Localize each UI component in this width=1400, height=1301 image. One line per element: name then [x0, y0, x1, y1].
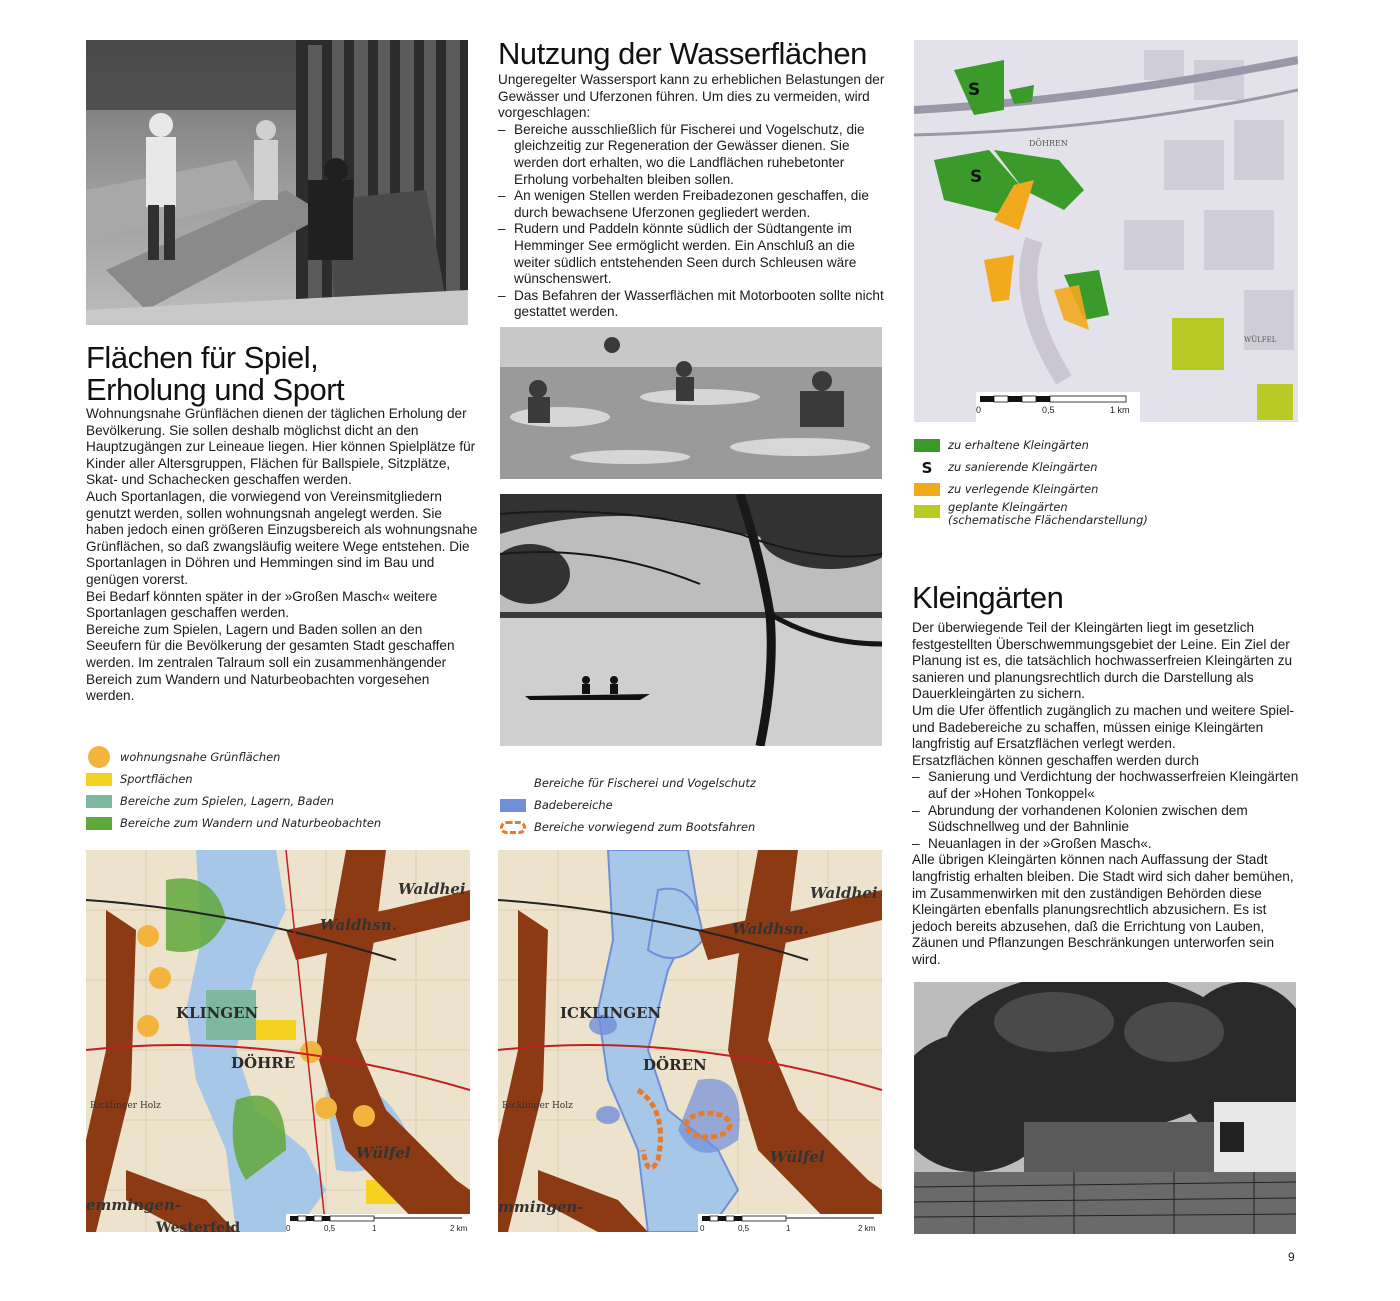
scale-label: 1 — [786, 1224, 791, 1232]
photo-canoe-silhouette — [500, 494, 882, 746]
left-body-text — [86, 406, 478, 705]
paragraph: Um die Ufer öffentlich zugänglich zu machen und weitere Spiel- und Badebereiche zu schaffen, müssen einige Kleingärten langfristig auf Ersatzflächen verlegt werden. — [912, 702, 1295, 752]
scale-label: 2 km — [450, 1224, 468, 1232]
legend-swatch — [500, 777, 526, 790]
title-line-2: Erholung und Sport — [86, 372, 345, 407]
legend-swatch — [86, 773, 112, 786]
scale-label: 0,5 — [738, 1224, 750, 1232]
map-label-waldheim: Waldhei — [398, 880, 466, 898]
ersatzflaechen-list — [912, 769, 1302, 852]
section-title-wasserflaechen: Nutzung der Wasserflächen — [498, 36, 867, 71]
map-label-doehren: DÖHREN — [1029, 139, 1068, 148]
section-title-kleingaerten: Kleingärten — [912, 580, 1064, 615]
map-kleingaerten — [914, 40, 1298, 422]
title-line-1: Flächen für Spiel, — [86, 340, 319, 375]
paragraph: Wohnungsnahe Grünflächen dienen der täglichen Erholung der Bevölkerung. Sie sollen deshalb möglichst dicht an den Hauptzugängen zur Leineaue liegen. Hier können Spielplätze für Kinder aller Altersgruppen, Flächen für Ballspiele, Sitzplätze, Skat- und Schachecken geschaffen werden. — [86, 406, 476, 488]
legend-item — [86, 814, 466, 836]
legend-swatch — [914, 439, 940, 452]
map-label-wuelfel: WÜLFEL — [1244, 336, 1277, 344]
scale-label: 2 km — [858, 1224, 876, 1232]
legend-item — [914, 480, 1294, 502]
legend-freizeit — [86, 748, 466, 836]
legend-swatch — [86, 817, 112, 830]
photo-children-playground — [86, 40, 468, 325]
legend-label: zu sanierende Kleingärten — [948, 460, 1098, 474]
scale-label: 0,5 — [1042, 405, 1055, 415]
map-scale-bar — [980, 396, 1126, 402]
legend-item — [500, 796, 880, 818]
map-label-wuelfel: Wülfel — [356, 1144, 411, 1162]
legend-symbol-s: S — [921, 459, 933, 477]
intro-paragraph: Ungeregelter Wassersport kann zu erheblichen Belastungen der Gewässer und Uferzonen führen. Um dies zu vermeiden, wird vorgeschlagen: — [498, 72, 885, 121]
map-label-ricklinger-holz: Ricklinger Holz — [502, 1101, 573, 1111]
right-body-text — [912, 620, 1302, 968]
scale-label: 0 — [700, 1224, 705, 1232]
legend-label: zu verlegende Kleingärten — [948, 482, 1099, 496]
list-item: – Abrundung der vorhandenen Kolonien zwischen dem Südschnellweg und der Bahnlinie — [912, 803, 1302, 836]
map-label-hemmingen: emmingen- — [86, 1196, 182, 1214]
scale-label: 1 km — [1110, 405, 1130, 415]
map-label-waldhsn: Waldhsn. — [732, 920, 809, 938]
legend-label: Badebereiche — [534, 798, 613, 812]
legend-item — [86, 770, 466, 792]
section-title-spiel-erholung-sport — [86, 342, 476, 406]
legend-item — [500, 774, 880, 796]
scale-label: 0 — [976, 405, 982, 415]
map-label-waldheim: Waldhei — [810, 884, 878, 902]
legend-label: Bereiche zum Wandern und Naturbeobachten — [120, 816, 382, 830]
map-label-ricklingen: KLINGEN — [176, 1004, 259, 1022]
paragraph: Bereiche zum Spielen, Lagern und Baden sollen an den Seeufern für die Bevölkerung der gesamten Stadt geschaffen werden. Im zentralen Talraum soll ein zusammenhängender Bereich zum Wandern und Naturbeobachten vorgesehen werden. — [86, 621, 455, 704]
map-symbol-sanieren: S — [970, 167, 983, 187]
legend-label: wohnungsnahe Grünflächen — [120, 750, 281, 764]
legend-kleingaerten — [914, 436, 1294, 534]
paragraph: Der überwiegende Teil der Kleingärten liegt im gesetzlich festgestellten Überschwemmungsgebiet der Leine. Ein Ziel der Planung ist es, die tatsächlich hochwasserfreien Kleingärten zu sanieren und planungsrechtlich durch die Darstellung als Dauerkleingärten zu sichern. — [912, 620, 1293, 702]
map-label-ricklingen: ICKLINGEN — [560, 1004, 662, 1022]
page-number: 9 — [1288, 1250, 1295, 1264]
legend-label: geplante Kleingärten — [948, 500, 1068, 514]
legend-item — [86, 748, 466, 770]
map-freizeitflaechen — [86, 850, 470, 1232]
legend-wasserflaechen — [500, 774, 880, 840]
legend-item — [914, 458, 1294, 480]
list-item: – An wenigen Stellen werden Freibadezonen geschaffen, die durch bewachsene Uferzonen gegliedert werden. — [498, 188, 886, 221]
legend-item — [914, 436, 1294, 458]
middle-body-text — [498, 72, 886, 321]
paragraph: Bei Bedarf könnten später in der »Großen Masch« weitere Sportanlagen geschaffen werden. — [86, 588, 438, 621]
proposal-list — [498, 122, 886, 321]
scale-label: 1 — [372, 1224, 377, 1232]
legend-swatch — [914, 505, 940, 518]
map-label-ricklinger-holz: Ricklinger Holz — [90, 1101, 161, 1111]
list-item: – Bereiche ausschließlich für Fischerei und Vogelschutz, die gleichzeitig zur Regeneration der Gewässer dienen. Sie werden dort erhalten, wo die Landflächen ruhebetonter Erholung vorbehalten bleiben sollen. — [498, 122, 886, 188]
legend-item — [500, 818, 880, 840]
map-symbol-sanieren: S — [968, 80, 981, 100]
legend-label: Bereiche zum Spielen, Lagern, Baden — [120, 794, 334, 808]
closing-paragraph: Alle übrigen Kleingärten können nach Auffassung der Stadt langfristig erhalten bleiben. Die Stadt wird sich daher bemühen, im Zusammenwirken mit den zuständigen Behörden diese Kleingärten ebenfalls planungsrechtlich abzusichern. Es ist jedoch bereits abzusehen, daß die Errichtung von Lauben, Zäunen und Pflanzungen Beschränkungen unterworfen sein wird. — [912, 852, 1294, 967]
paragraph: Auch Sportanlagen, die vorwiegend von Vereinsmitgliedern genutzt werden, sollen wohnungsnah angelegt werden. Sie haben jedoch einen größeren Einzugsbereich als wohnungsnahe Grünflächen, so daß zwangsläufig weitere Wege entstehen. Die Sportanlagen in Döhren und Hemmingen sind im Bau und genügen vorerst. — [86, 488, 478, 587]
legend-swatch — [500, 799, 526, 812]
legend-item — [914, 502, 1294, 534]
map-label-wuelfel: Wülfel — [770, 1148, 825, 1166]
photo-children-swimming — [500, 327, 882, 479]
legend-label-note: (schematische Flächendarstellung) — [948, 513, 1148, 527]
legend-label: Bereiche vorwiegend zum Bootsfahren — [534, 820, 756, 834]
map-label-doehren: DÖHRE — [231, 1054, 296, 1072]
map-label-waldhsn: Waldhsn. — [320, 916, 397, 934]
map-label-hemmingen: mmingen- — [498, 1198, 584, 1216]
scale-label: 0,5 — [324, 1224, 336, 1232]
legend-swatch — [914, 483, 940, 496]
legend-item — [86, 792, 466, 814]
map-label-westerfeld: Westerfeld — [156, 1220, 241, 1232]
legend-swatch-circle — [88, 746, 110, 768]
map-wassernutzung — [498, 850, 882, 1232]
paragraph: Ersatzflächen können geschaffen werden durch — [912, 752, 1199, 768]
list-item: – Neuanlagen in der »Großen Masch«. — [912, 836, 1302, 853]
list-item: – Sanierung und Verdichtung der hochwasserfreien Kleingärten auf der »Hohen Tonkoppel« — [912, 769, 1302, 802]
list-item: – Das Befahren der Wasserflächen mit Motorbooten sollte nicht gestattet werden. — [498, 288, 886, 321]
photo-garden-house — [914, 982, 1296, 1234]
legend-label: zu erhaltene Kleingärten — [948, 438, 1089, 452]
legend-swatch — [500, 821, 526, 834]
legend-label: Bereiche für Fischerei und Vogelschutz — [534, 776, 756, 790]
legend-label: Sportflächen — [120, 772, 193, 786]
scale-label: 0 — [286, 1224, 291, 1232]
map-label-doehren: DÖREN — [643, 1056, 707, 1074]
legend-swatch — [86, 795, 112, 808]
list-item: – Rudern und Paddeln könnte südlich der Südtangente im Hemminger See ermöglicht werden. Ein Anschluß an die weiter südlich entstehenden Seen durch Schleusen wäre wünschenswert. — [498, 221, 886, 287]
